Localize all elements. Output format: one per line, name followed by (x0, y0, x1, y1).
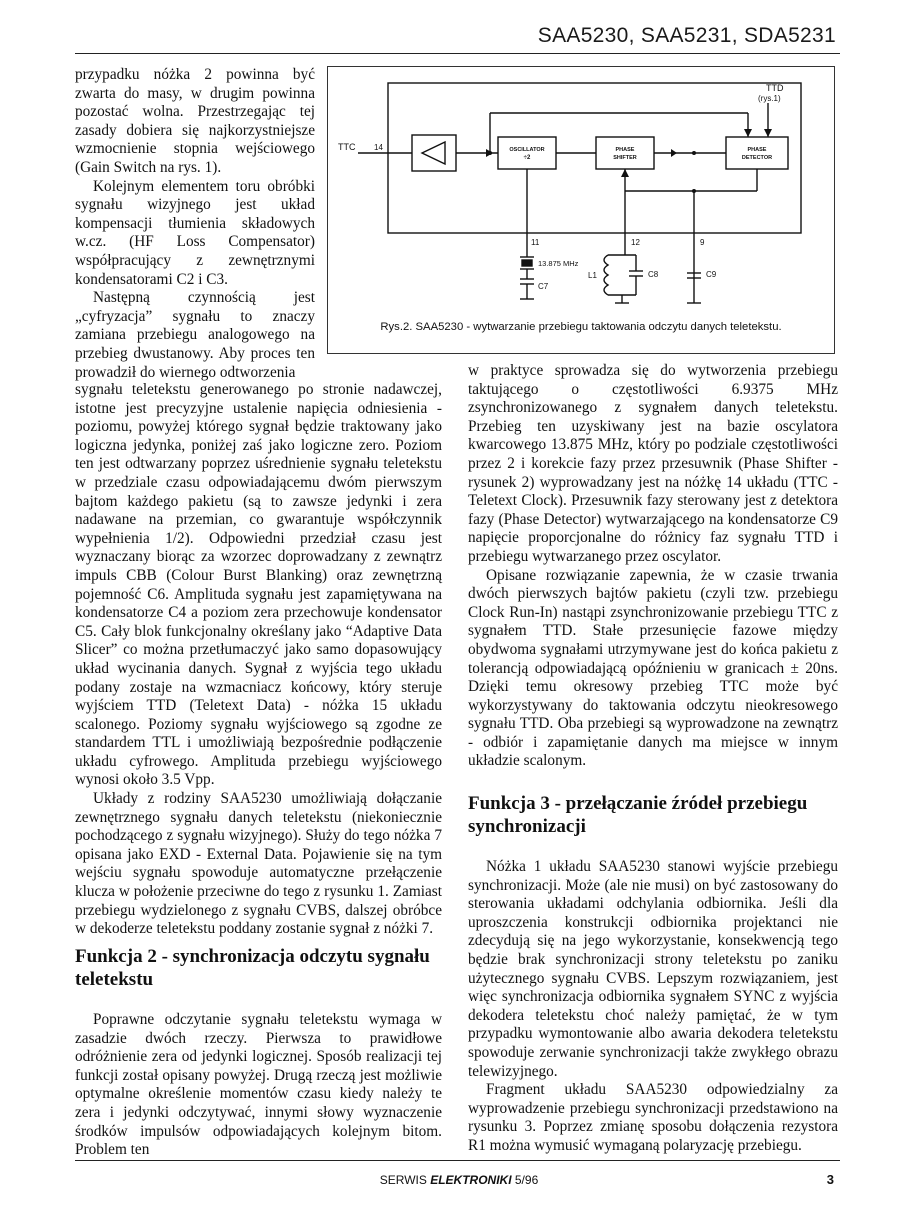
l1-label: L1 (588, 271, 597, 280)
c8-label: C8 (648, 270, 659, 279)
phase-shifter-label-1: PHASE (615, 147, 635, 153)
figure-caption: Rys.2. SAA5230 - wytwarzanie przebiegu taktowania odczytu danych teletekstu. (380, 321, 782, 333)
phase-detector-block (726, 137, 788, 169)
phase-shifter-label-2: SHIFTER (613, 155, 637, 161)
paragraph: przypadku nóżka 2 powinna być zwarta do masy, w drugim powinna pozostać wolna. Przestrzegając tej zasady dobiera się najkorzystniejsze wzmocnienie stopnia wejściowego (Gain Switch na rys. 1). (75, 66, 315, 176)
figure-rys2 (327, 66, 835, 354)
buffer-triangle (422, 142, 445, 164)
pin-9-label: 9 (700, 238, 705, 247)
left-column (75, 381, 442, 939)
ttd-label: TTD (766, 83, 784, 93)
footer-brand: ELEKTRONIKI (430, 1173, 512, 1187)
paragraph: Fragment układu SAA5230 odpowiedzialny za wyprowadzenie przebiegu synchronizacji przedstawiono na rysunku 3. Poprzez zmianę sposobu dołączenia rezystora R1 można wymusić wymaganą polaryzację przebiegu. (468, 1081, 838, 1154)
section-heading: Funkcja 3 - przełączanie źródeł przebiegu synchronizacji (468, 793, 808, 837)
l1-coil (604, 255, 608, 295)
pin-14-label: 14 (374, 143, 383, 152)
oscillator-label: OSCILLATOR (509, 147, 545, 153)
section-heading: Funkcja 2 - synchronizacja odczytu sygnału teletekstu (75, 946, 430, 990)
oscillator-block (498, 137, 556, 169)
paragraph: sygnału teletekstu generowanego po stronie nadawczej, istotne jest precyzyjne ustalenie napięcia odniesienia - poziomu, powyżej którego sygnał będzie traktowany jako logiczna jedynka, poniżej zaś jako logiczne zero. Poziom ten jest odtwarzany poprzez uśrednienie sygnału teletekstu w przedziale czasu odpowiadającemu dwóm pierwszym bajtom każdego pakietu (są to zawsze jedynki i zera nadawane na przemian, co gwarantuje współczynnik wypełnienia 1/2). Odpowiedni przedział czasu jest wyznaczany biorąc za wzorzec doprowadzany z zewnątrz impuls CBB (Colour Burst Blanking) oraz zewnętrzną pojemność C6. Amplituda sygnału jest zapamiętywana na kondensatorze C4 a poziom zera przechowuje kondensator C5. Cały blok funkcjonalny określany jako “Adaptive Data Slicer” co można przetłumaczyć jako samo dopasowujący układ wycinania danych. Sygnał z wyjścia tego układu podany zostaje na wzmacniacz końcowy, który steruje wyjściem TTD (Teletext Data) - nóżka 15 układu scalonego. Poziomy sygnału wyjściowego są zgodne ze standardem TTL i umożliwiają bezpośrednie podłączenie układu cyfrowego. Amplituda przebiegu wyjściowego wynosi około 3.5 Vpp. (75, 381, 442, 789)
paragraph: Następną czynnością jest „cyfryzacja” sygnału to znaczy zamiana przebiegu analogowego na przebieg dwustanowy. Aby proces ten prowadził do wiernego odtworzenia (75, 289, 315, 381)
right-column (468, 362, 838, 771)
ic-outline (388, 83, 801, 233)
paragraph: Opisane rozwiązanie zapewnia, że w czasie trwania dwóch pierwszych bajtów pakietu (czyli tzw. przebiegu Clock Run-In) nastąpi zsynchronizowanie przebiegu TTC z sygnałem TTD. Stałe przesunięcie fazowe między obydwoma sygnałami utrzymywane jest do końca pakietu z tolerancją odpowiadającą opóźnieniu w granicach ± 20ns. Dzięki temu okresowy przebieg TTC może być wykorzystywany do taktowania odczytu nieokresowego sygnału TTD. Oba przebiegi są wyprowadzone na zewnątrz - odbiór i zapamiętanie danych ma miejsce w innym układzie scalonym. (468, 566, 838, 770)
ttc-label: TTC (338, 142, 356, 152)
phase-shifter-block (596, 137, 654, 169)
page-number: 3 (826, 1172, 834, 1187)
section-3 (468, 792, 838, 1156)
header-rule (75, 53, 840, 54)
left-column-top (75, 66, 315, 382)
oscillator-divider-label: ÷2 (523, 155, 531, 161)
paragraph: Poprawne odczytanie sygnału teletekstu wymaga w zasadzie dwóch rzeczy. Pierwsza to prawidłowe odróżnienie zera od jedynki logicznej. Sposób realizacji tej funkcji został opisany powyżej. Drugą rzeczą jest możliwie optymalne określenie momentów czasu kiedy należy te zera i jedynki odczytywać, innymi słowy wyznaczenie środków impulsów odpowiadających kolejnym bitom. Problem ten (75, 1011, 442, 1159)
buffer-box (412, 135, 456, 171)
phase-detector-label-2: DETECTOR (741, 155, 773, 161)
footer-prefix: SERWIS (379, 1173, 431, 1187)
footer-magazine (0, 1173, 918, 1187)
paragraph: Układy z rodziny SAA5230 umożliwiają dołączanie zewnętrznego sygnału danych teletekstu (niekoniecznie pochodzącego z sygnału wizyjnego). Służy do tego nóżka 7 opisana jako EXD - External Data. Pojawienie się na tym wejściu sygnału spowoduje automatyczne przełączenie klucza w położenie przeciwne do tego z rysunku 1. Zamiast przebiegu wydzielonego z sygnału CVBS, dalszej obróbce w dekoderze teletekstu poddany zostanie sygnał z nóżki 7. (75, 790, 442, 938)
crystal-frequency-label: 13.875 MHz (538, 259, 579, 268)
pin-12-label: 12 (631, 238, 640, 247)
paragraph: Nóżka 1 układu SAA5230 stanowi wyjście przebiegu synchronizacji. Może (ale nie musi) on być zastosowany do sterowania układami odchylania odbiornika. Jeśli dla uproszczenia konstrukcji odbiornika projektanci nie zdecydują się na jego wykorzystanie, konsekwencją tego będzie brak synchronizacji strony teletekstu po zaniku użytecznego sygnału CVBS. Lepszym rozwiązaniem, jest więc synchronizacja odbiornika sygnałem SYNC z wyjścia dekodera teletekstu choć należy pamiętać, że w tym przypadku wymontowanie albo awaria dekodera teletekstu spowoduje zerwanie synchronizacji także zwykłego obrazu telewizyjnego. (468, 858, 838, 1080)
paragraph: Kolejnym elementem toru obróbki sygnału wizyjnego jest układ kompensacji tłumienia składowych w.cz. (HF Loss Compensator) współpracujący z zewnętrznymi kondensatorami C2 i C3. (75, 177, 315, 288)
pin-11-label: 11 (531, 238, 540, 247)
running-header-title: SAA5230, SAA5231, SDA5231 (537, 24, 836, 47)
circuit-diagram (328, 67, 834, 317)
phase-detector-label-1: PHASE (747, 147, 767, 153)
footer-rule (75, 1160, 840, 1161)
section-2 (75, 945, 442, 1160)
ttd-reference: (rys.1) (758, 94, 781, 103)
c9-label: C9 (706, 270, 717, 279)
paragraph: w praktyce sprowadza się do wytworzenia przebiegu taktującego o częstotliwości 6.9375 MHz zsynchronizowanego z sygnałem danych teletekstu. Przebieg ten uzyskiwany jest na bazie oscylatora kwarcowego 13.875 MHz, który po podziale częstotliwości przez 2 i korekcie fazy przez przesuwnik (Phase Shifter - rysunek 2) wyprowadzany jest na nóżkę 14 układu (TTC - Teletext Clock). Przesuwnik fazy sterowany jest z detektora fazy (Phase Detector) wytwarzającego na kondensatorze C9 napięcie proporcjonalne do różnicy faz sygnału TTD i przebiegu wytwarzanego przez oscylator. (468, 362, 838, 565)
c7-label: C7 (538, 282, 549, 291)
footer-issue: 5/96 (511, 1173, 539, 1187)
